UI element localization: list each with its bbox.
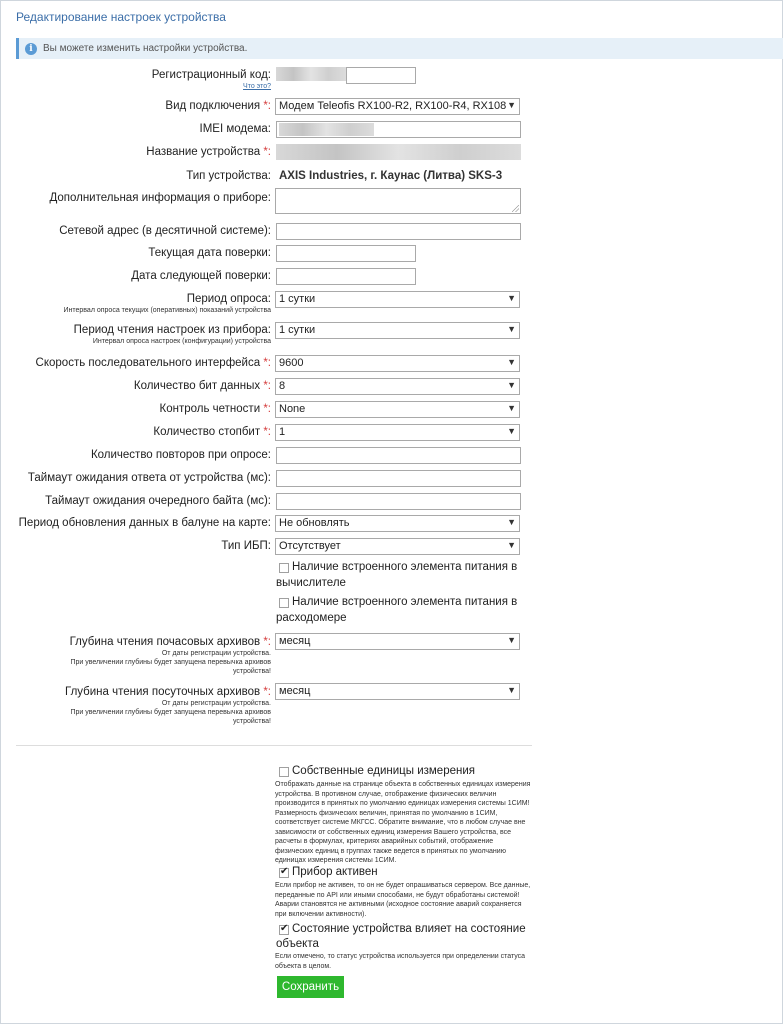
daily-depth-hint-2: При увеличении глубины будет запущена перевычка архивов (70, 709, 271, 716)
reg-code-value-blurred (276, 67, 346, 81)
chevron-down-icon: ▼ (507, 293, 516, 303)
daily-depth-label: Глубина чтения посуточных архивов *: (65, 686, 271, 698)
balloon-update-label: Период обновления данных в балуне на карте: (18, 517, 271, 529)
own-units-checkbox[interactable] (279, 767, 289, 777)
hourly-depth-hint-1: От даты регистрации устройства. (161, 650, 271, 657)
extra-info-label: Дополнительная информация о приборе: (49, 192, 271, 204)
hourly-depth-label: Глубина чтения почасовых архивов *: (69, 636, 271, 648)
poll-period-hint: Интервал опроса текущих (оперативных) показаний устройства (63, 307, 271, 314)
resp-timeout-input[interactable] (276, 470, 521, 487)
verify-current-input[interactable] (276, 245, 416, 262)
connection-type-select[interactable]: Модем Teleofis RX100-R2, RX100-R4, RX108 ▼ (275, 98, 520, 115)
chevron-down-icon: ▼ (507, 403, 516, 413)
own-units-desc: Отображать данные на странице объекта в собственных единицах измерения устройства. В противном случае, отображение физических величин производится в принятых по умолчанию единицах измерения системы 1СИМ! Размерность физических величин, принятая по умолчанию в 1СИМ, соответствует системе МКГСС. Обратите внимание, что в любом случае вне зависимости от собственных единиц измерения Вашего устройства, все расчеты в формулах, критериях аварийных событий, отображение физических единиц в группах также ведется в принятых по умолчанию единицах измерения системы 1СИМ. (275, 781, 531, 864)
chevron-down-icon: ▼ (507, 380, 516, 390)
affects-state-desc: Если отмечено, то статус устройства используется при определении статуса объекта в целом. (275, 953, 526, 970)
retries-label: Количество повторов при опросе: (90, 449, 271, 461)
verify-next-label: Дата следующей поверки: (131, 270, 271, 282)
resp-timeout-label: Таймаут ожидания ответа от устройства (мс): (27, 472, 271, 484)
affects-state-label-2: объекта (276, 938, 319, 950)
ups-type-label: Тип ИБП: (221, 540, 271, 552)
connection-type-label: Вид подключения *: (165, 100, 271, 112)
battery-calc-checkbox[interactable] (279, 563, 289, 573)
battery-calc-label-2: вычислителе (276, 577, 346, 589)
active-label: Прибор активен (292, 866, 378, 878)
daily-depth-select[interactable]: месяц ▼ (275, 683, 520, 700)
battery-flow-label-1: Наличие встроенного элемента питания в (292, 596, 518, 608)
parity-label: Контроль четности *: (159, 403, 271, 415)
chevron-down-icon: ▼ (507, 635, 516, 645)
affects-state-checkbox[interactable] (279, 925, 289, 935)
byte-timeout-input[interactable] (276, 493, 521, 510)
chevron-down-icon: ▼ (507, 517, 516, 527)
daily-depth-hint-3: устройства! (232, 718, 271, 725)
stop-bits-label: Количество стопбит *: (153, 426, 271, 438)
hourly-depth-hint-2: При увеличении глубины будет запущена перевычка архивов (70, 659, 271, 666)
info-banner (16, 38, 783, 59)
page-title: Редактирование настроек устройства (16, 10, 226, 24)
chevron-down-icon: ▼ (507, 100, 516, 110)
device-type-value: AXIS Industries, г. Каунас (Литва) SKS-3 (279, 170, 503, 182)
retries-input[interactable] (276, 447, 521, 464)
daily-depth-hint-1: От даты регистрации устройства. (161, 700, 271, 707)
settings-read-period-select[interactable]: 1 сутки ▼ (275, 322, 520, 339)
save-button[interactable]: Сохранить (277, 976, 344, 998)
imei-label: IMEI модема: (199, 123, 271, 135)
active-desc: Если прибор не активен, то он не будет опрашиваться сервером. Все данные, переданные по API или иными способами, не будут обработаны системой! Аварии становятся не активными (исходное состояние аварий сохраняется при включении активности). (275, 882, 531, 918)
battery-flow-checkbox[interactable] (279, 598, 289, 608)
settings-read-period-hint: Интервал опроса настроек (конфигурации) устройства (92, 338, 271, 345)
info-icon: i (25, 43, 37, 55)
data-bits-label: Количество бит данных *: (133, 380, 271, 392)
extra-info-textarea[interactable] (275, 188, 521, 214)
parity-select[interactable]: None ▼ (275, 401, 520, 418)
battery-flow-label-2: расходомере (276, 612, 347, 624)
chevron-down-icon: ▼ (507, 426, 516, 436)
stop-bits-select[interactable]: 1 ▼ (275, 424, 520, 441)
info-text: Вы можете изменить настройки устройства. (43, 43, 248, 54)
data-bits-select[interactable]: 8 ▼ (275, 378, 520, 395)
device-name-input-blurred[interactable] (276, 144, 521, 160)
verify-current-label: Текущая дата поверки: (148, 247, 271, 259)
hourly-depth-select[interactable]: месяц ▼ (275, 633, 520, 650)
reg-code-help-link[interactable]: Что это? (243, 83, 271, 90)
reg-code-label: Регистрационный код: (151, 69, 271, 81)
settings-read-period-label: Период чтения настроек из прибора: (73, 324, 271, 336)
chevron-down-icon: ▼ (507, 540, 516, 550)
resize-grip-icon[interactable] (512, 205, 519, 212)
active-checkbox[interactable] (279, 868, 289, 878)
battery-calc-label-1: Наличие встроенного элемента питания в (292, 561, 518, 573)
section-divider (16, 745, 532, 746)
own-units-label: Собственные единицы измерения (292, 765, 476, 777)
chevron-down-icon: ▼ (507, 685, 516, 695)
baud-rate-label: Скорость последовательного интерфейса *: (35, 357, 271, 369)
baud-rate-select[interactable]: 9600 ▼ (275, 355, 520, 372)
affects-state-label-1: Состояние устройства влияет на состояние (292, 923, 526, 935)
net-address-input[interactable] (276, 223, 521, 240)
hourly-depth-hint-3: устройства! (232, 668, 271, 675)
device-type-label: Тип устройства: (186, 170, 271, 182)
balloon-update-select[interactable]: Не обновлять ▼ (275, 515, 520, 532)
verify-next-input[interactable] (276, 268, 416, 285)
poll-period-label: Период опроса: (186, 293, 271, 305)
net-address-label: Сетевой адрес (в десятичной системе): (59, 225, 271, 237)
device-name-label: Название устройства *: (146, 146, 271, 158)
ups-type-select[interactable]: Отсутствует ▼ (275, 538, 520, 555)
byte-timeout-label: Таймаут ожидания очередного байта (мс): (45, 495, 271, 507)
imei-value-blurred (279, 123, 374, 136)
chevron-down-icon: ▼ (507, 324, 516, 334)
poll-period-select[interactable]: 1 сутки ▼ (275, 291, 520, 308)
reg-code-input[interactable] (346, 67, 416, 84)
chevron-down-icon: ▼ (507, 357, 516, 367)
